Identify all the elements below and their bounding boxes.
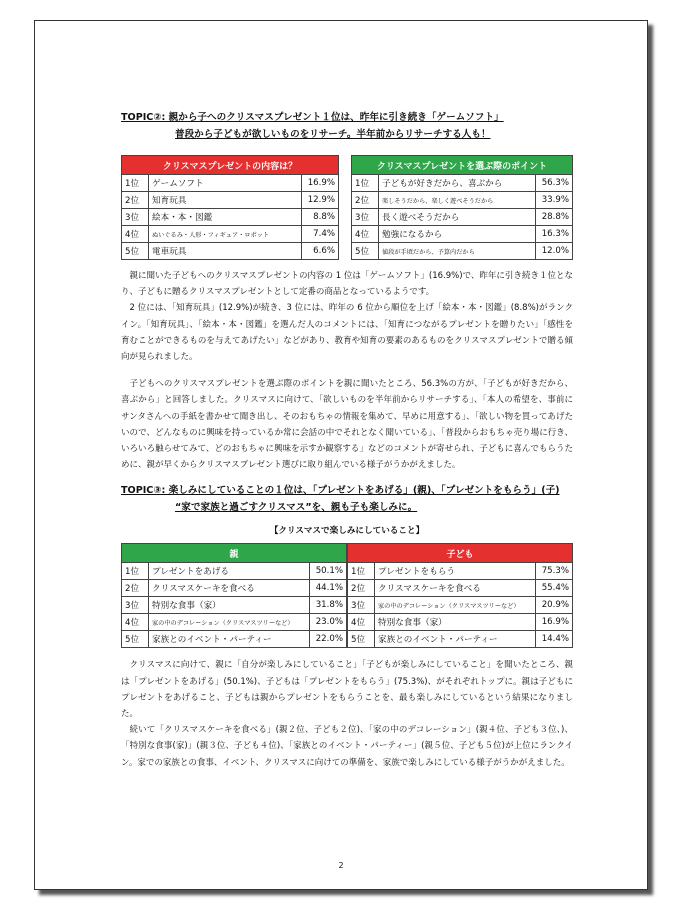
table-row: 1位 プレゼントをあげる 50.1% xyxy=(122,563,347,580)
table-row: 2位 楽しそうだから、楽しく遊べそうだから 33.9% xyxy=(352,192,573,209)
table-row: 2位 知育玩具 12.9% xyxy=(122,192,339,209)
document-page xyxy=(34,20,648,890)
table-row: 3位 特別な食事（家） 31.8% xyxy=(122,597,347,614)
topic3-heading-line1: TOPIC③: 楽しみにしていることの１位は、「プレゼントをあげる」(親)、「プレゼントをもらう」(子) xyxy=(121,485,560,497)
topic3-tables xyxy=(121,543,573,648)
table-row: 4位 家の中のデコレーション（クリスマスツリーなど） 23.0% xyxy=(122,614,347,631)
topic2-heading-line2: 普段から子どもが欲しいものをリサーチ。半年前からリサーチする人も！ xyxy=(175,129,491,140)
table-row: 3位 家の中のデコレーション（クリスマスツリーなど） 20.9% xyxy=(348,597,573,614)
table-row: 4位 ぬいぐるみ・人形・フィギュア・ロボット 7.4% xyxy=(122,226,339,243)
table-row: 5位 家族とのイベント・パーティー 14.4% xyxy=(348,631,573,648)
table-header: クリスマスプレゼントの内容は？ xyxy=(122,156,339,175)
topic2-heading-line1: TOPIC②: 親から子へのクリスマスプレゼント１位は、昨年に引き続き「ゲームソフト」 xyxy=(121,112,504,123)
topic3-heading-line2: “家で家族と過ごすクリスマス”を、親も子も楽しみに。 xyxy=(175,502,418,514)
table-row: 2位 クリスマスケーキを食べる 55.4% xyxy=(348,580,573,597)
table-header: 親 xyxy=(122,544,347,563)
table-row: 4位 特別な食事（家） 16.9% xyxy=(348,614,573,631)
table-row: 5位 家族とのイベント・パーティー 22.0% xyxy=(122,631,347,648)
body-paragraph: 子どもへのクリスマスプレゼントを選ぶ際のポイントを親に聞いたところ、56.3%の方が、「子どもが好きだから、喜ぶから」と回答しました。クリスマスに向けて、「欲しいものを半年前からリサーチする」、「本人の希望を、事前にサンタさんへの手紙を書かせて聞き出し、そのおもちゃの情報を集めて、早めに用意する」、「欲しい物を買ってあげたいので、どんなものに興味を持っているか常に会話の中でそれとなく聞いている」、「普段からおもちゃ売り場に行き、いろいろ触らせてみて、どのおもちゃに興味を示すか観察する」などのコメントが寄せられ、子どもに喜んでもらうために、親が早くからクリスマスプレゼント選びに取り組んでいる様子がうかがえました。 xyxy=(121,379,573,471)
table-row: 3位 長く遊べそうだから 28.8% xyxy=(352,209,573,226)
body-paragraph: クリスマスに向けて、親に「自分が楽しみにしていること」「子どもが楽しみにしていること」を聞いたところ、親は「プレゼントをあげる」(50.1%)、子どもは「プレゼントをもらう」(75.3%)、がそれぞれトップに。親は子どもにプレゼントをあげること、子どもは親からプレゼントをもらうことを、最も楽しみにしているという結果になりました。 xyxy=(121,660,573,720)
table-header: クリスマスプレゼントを選ぶ際のポイント xyxy=(352,156,573,175)
page-number: 2 xyxy=(338,861,344,870)
page-content xyxy=(121,109,573,771)
body-paragraph: 続いて「クリスマスケーキを食べる」(親２位、子ども２位)、「家の中のデコレーション」(親４位、子ども３位、)、「特別な食事(家)」(親３位、子ども４位)、「家族とのイベント・パーティー」(親５位、子ども５位)が上位にランクイン。家での家族との食事、イベント、クリスマスに向けての準備を、家族で楽しみにしている様子がうかがえました。 xyxy=(121,725,573,768)
table-caption: 【クリスマスで楽しみにしていること】 xyxy=(269,526,425,537)
table-header: 子ども xyxy=(348,544,573,563)
table-parent xyxy=(121,543,347,648)
table-child xyxy=(347,543,573,648)
table-row: 5位 電車玩具 6.6% xyxy=(122,243,339,260)
table-row: 4位 勉強になるから 16.3% xyxy=(352,226,573,243)
table-selection-points xyxy=(351,155,573,260)
table-row: 2位 クリスマスケーキを食べる 44.1% xyxy=(122,580,347,597)
table-row: 1位 ゲームソフト 16.9% xyxy=(122,175,339,192)
table-row: 5位 値段が手頃だから、予算内だから 12.0% xyxy=(352,243,573,260)
body-paragraph: 親に聞いた子どもへのクリスマスプレゼントの内容の 1 位は「ゲームソフト」(16.9%)で、昨年に引き続き１位となり、子どもに贈るクリスマスプレゼントとして定番の商品となっているようです。 xyxy=(121,271,573,298)
topic2-tables xyxy=(121,155,573,260)
table-row: 1位 プレゼントをもらう 75.3% xyxy=(348,563,573,580)
table-row: 3位 絵本・本・図鑑 8.8% xyxy=(122,209,339,226)
table-present-content xyxy=(121,155,339,260)
table-row: 1位 子どもが好きだから、喜ぶから 56.3% xyxy=(352,175,573,192)
body-paragraph: 2 位には、「知育玩具」(12.9%)が続き、3 位には、昨年の 6 位から順位を上げ「絵本・本・図鑑」(8.8%)がランクイン。「知育玩具」、「絵本・本・図鑑」を選んだ人のコメントには、「知育につながるプレゼントを贈りたい」「感性を育むことができるものを与えてあげたい」などがあり、教育や知育の要素のあるものをクリスマスプレゼントで贈る傾向が見られました。 xyxy=(121,303,573,363)
